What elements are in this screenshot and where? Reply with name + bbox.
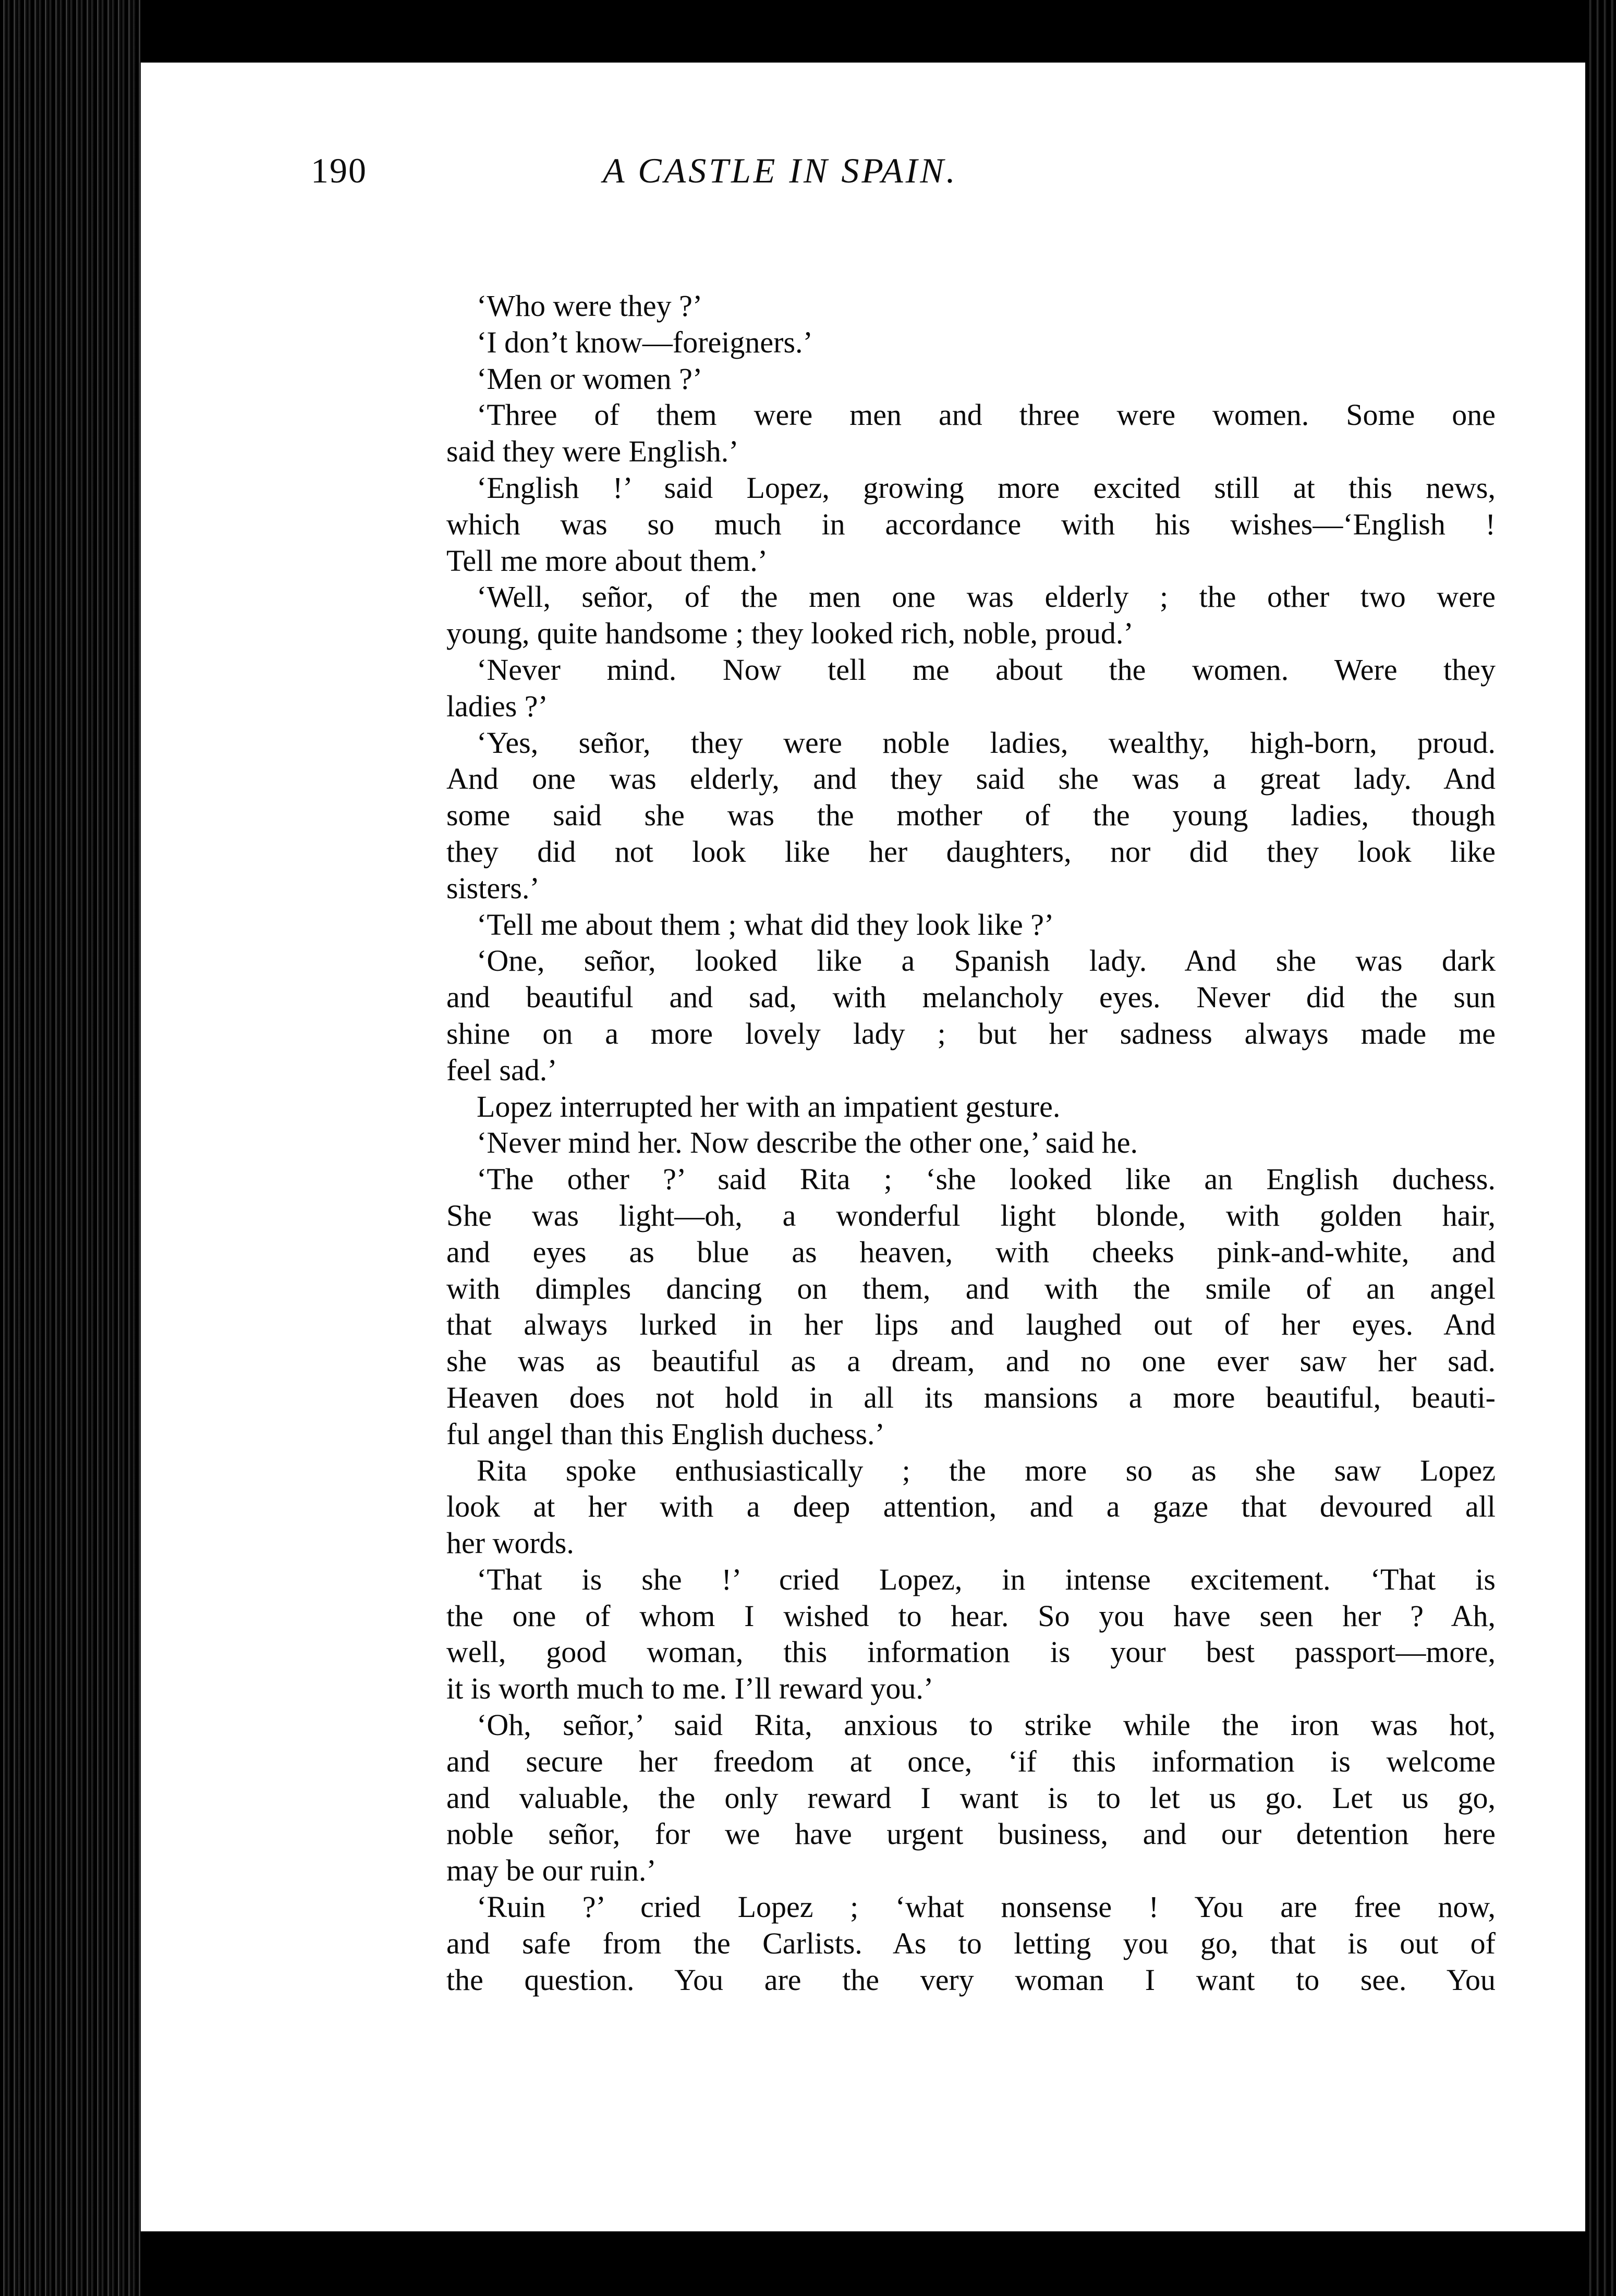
text-line: ‘Well, señor, of the men one was elderly ; the other two were xyxy=(477,580,1496,614)
text-line: ladies ?’ xyxy=(446,689,548,723)
text-line: Rita spoke enthusiastically ; the more so as she saw Lopez xyxy=(477,1453,1496,1487)
text-line: and beautiful and sad, with melancholy eyes. Never did the sun xyxy=(446,980,1496,1015)
text-line: ‘Tell me about them ; what did they look like ?’ xyxy=(477,907,1054,942)
text-line: ‘Ruin ?’ cried Lopez ; ‘what nonsense ! You are free now, xyxy=(477,1890,1496,1924)
text-line: ‘I don’t know—foreigners.’ xyxy=(477,325,813,359)
text-line: shine on a more lovely lady ; but her sadness always made me xyxy=(446,1016,1496,1051)
text-line: the one of whom I wished to hear. So you have seen her ? Ah, xyxy=(446,1598,1496,1633)
text-line: ‘English !’ said Lopez, growing more excited still at this news, xyxy=(477,470,1496,505)
text-line: ‘Yes, señor, they were noble ladies, wealthy, high-born, proud. xyxy=(477,725,1496,760)
text-line: young, quite handsome ; they looked rich, noble, proud.’ xyxy=(446,616,1134,651)
text-line: which was so much in accordance with his wishes—‘English ! xyxy=(446,507,1496,541)
text-line: ‘Who were they ?’ xyxy=(477,289,703,323)
text-line: well, good woman, this information is your best passport—more, xyxy=(446,1635,1496,1669)
text-line: the question. You are the very woman I want to see. You xyxy=(446,1962,1496,1997)
text-line: her words. xyxy=(446,1526,574,1560)
text-line: they did not look like her daughters, nor did they look like xyxy=(446,834,1496,869)
text-line: may be our ruin.’ xyxy=(446,1853,657,1888)
text-line: and safe from the Carlists. As to letting you go, that is out of xyxy=(446,1926,1496,1960)
running-title: A CASTLE IN SPAIN. xyxy=(603,151,958,190)
text-line: ful angel than this English duchess.’ xyxy=(446,1416,885,1451)
text-line: look at her with a deep attention, and a gaze that devoured all xyxy=(446,1489,1496,1524)
text-line: Heaven does not hold in all its mansions a more beautiful, beauti- xyxy=(446,1380,1496,1414)
text-line: Lopez interrupted her with an impatient gesture. xyxy=(477,1089,1061,1123)
text-line: she was as beautiful as a dream, and no one ever saw her sad. xyxy=(446,1344,1496,1378)
text-line: ‘That is she !’ cried Lopez, in intense excitement. ‘That is xyxy=(477,1562,1496,1596)
text-line: sisters.’ xyxy=(446,871,540,905)
text-line: feel sad.’ xyxy=(446,1053,557,1087)
text-line: She was light—oh, a wonderful light blonde, with golden hair, xyxy=(446,1198,1496,1232)
text-line: ‘One, señor, looked like a Spanish lady. And she was dark xyxy=(477,944,1496,978)
text-line: with dimples dancing on them, and with the smile of an angel xyxy=(446,1271,1496,1305)
text-line: ‘The other ?’ said Rita ; ‘she looked like an English duchess. xyxy=(477,1162,1496,1196)
body-text xyxy=(446,288,1496,1998)
page-header xyxy=(311,150,1380,207)
page-number: 190 xyxy=(311,151,367,190)
text-line: and valuable, the only reward I want is to let us go. Let us go, xyxy=(446,1780,1496,1815)
text-line: ‘Three of them were men and three were women. Some one xyxy=(477,398,1496,432)
text-line: some said she was the mother of the young ladies, though xyxy=(446,798,1496,833)
text-line: noble señor, for we have urgent business, and our detention here xyxy=(446,1817,1496,1851)
text-line: and secure her freedom at once, ‘if this information is welcome xyxy=(446,1744,1496,1778)
text-line: said they were English.’ xyxy=(446,434,739,469)
text-line: And one was elderly, and they said she was a great lady. And xyxy=(446,762,1496,796)
text-line: Tell me more about them.’ xyxy=(446,543,768,578)
text-line: ‘Never mind. Now tell me about the women. Were they xyxy=(477,652,1496,687)
text-line: ‘Never mind her. Now describe the other one,’ said he. xyxy=(477,1126,1138,1160)
text-line: ‘Oh, señor,’ said Rita, anxious to strike while the iron was hot, xyxy=(477,1708,1496,1742)
scan-right-edge xyxy=(1585,0,1616,2296)
scan-left-edge xyxy=(0,0,141,2296)
text-line: and eyes as blue as heaven, with cheeks pink-and-white, and xyxy=(446,1235,1496,1269)
text-line: that always lurked in her lips and laughed out of her eyes. And xyxy=(446,1308,1496,1342)
text-line: ‘Men or women ?’ xyxy=(477,361,703,396)
text-line: it is worth much to me. I’ll reward you.’ xyxy=(446,1671,934,1706)
